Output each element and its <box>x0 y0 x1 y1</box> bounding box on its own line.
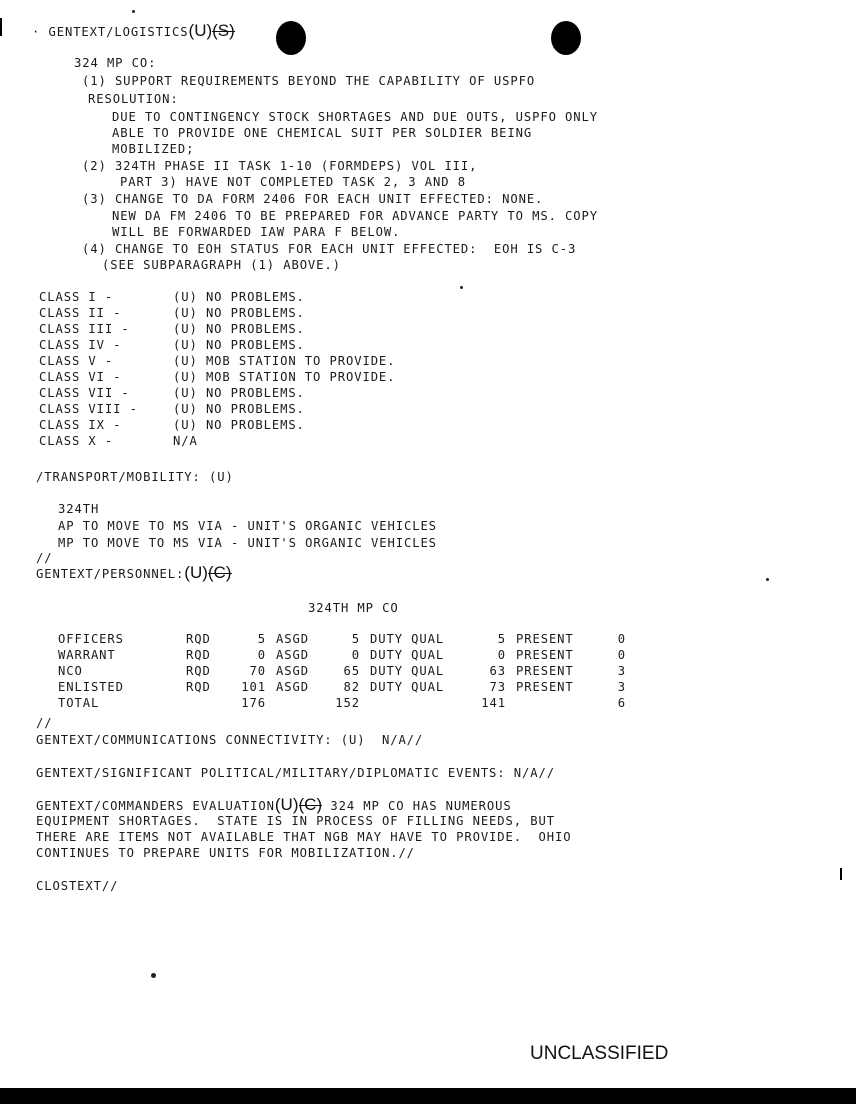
personnel-table <box>58 631 626 711</box>
political-events-line: GENTEXT/SIGNIFICANT POLITICAL/MILITARY/DIPLOMATIC EVENTS: N/A// <box>36 766 555 780</box>
da-form-change-line: NEW DA FM 2406 TO BE PREPARED FOR ADVANCE PARTY TO MS. COPY <box>112 209 599 223</box>
classification-footer: UNCLASSIFIED <box>530 1043 669 1064</box>
unit-heading: 324 MP CO: <box>74 56 157 70</box>
transport-line: MP TO MOVE TO MS VIA - UNIT'S ORGANIC VEHICLES <box>58 536 437 550</box>
scan-edge-mark <box>840 868 842 880</box>
bottom-scan-bar <box>0 1088 856 1104</box>
handwritten-classification: (U) <box>274 795 299 814</box>
punch-hole <box>276 21 306 55</box>
class-row: CLASS IX - (U) NO PROBLEMS. <box>39 418 305 432</box>
phase-task-line: (2) 324TH PHASE II TASK 1-10 (FORMDEPS) VOL III, <box>82 159 478 173</box>
table-row: ENLISTED RQD 101 ASGD 82 DUTY QUAL 73 PRESENT 3 <box>58 680 626 694</box>
phase-task-line: PART 3) HAVE NOT COMPLETED TASK 2, 3 AND 8 <box>120 175 466 189</box>
struck-classification: (C) <box>298 795 323 814</box>
scan-edge-mark <box>0 18 2 36</box>
document-header: · GENTEXT/LOGISTICS(U)(S) <box>32 21 235 40</box>
transport-heading: /TRANSPORT/MOBILITY: (U) <box>36 470 234 484</box>
eoh-status-line: (SEE SUBPARAGRAPH (1) ABOVE.) <box>102 258 341 272</box>
personnel-heading: GENTEXT/PERSONNEL:(U)(C) <box>36 563 232 582</box>
scan-speck <box>766 578 769 581</box>
scan-speck <box>460 286 463 289</box>
handwritten-classification: (U) <box>184 563 208 582</box>
class-row: CLASS VII - (U) NO PROBLEMS. <box>39 386 305 400</box>
class-row: CLASS VI - (U) MOB STATION TO PROVIDE. <box>39 370 396 384</box>
table-total-row: TOTAL 176 152 141 6 <box>58 696 626 710</box>
scan-speck <box>132 10 135 13</box>
class-row: CLASS VIII - (U) NO PROBLEMS. <box>39 402 305 416</box>
table-row: NCO RQD 70 ASGD 65 DUTY QUAL 63 PRESENT 3 <box>58 664 626 678</box>
class-row: CLASS IV - (U) NO PROBLEMS. <box>39 338 305 352</box>
evaluation-text: CONTINUES TO PREPARE UNITS FOR MOBILIZATION.// <box>36 846 415 860</box>
table-row: OFFICERS RQD 5 ASGD 5 DUTY QUAL 5 PRESENT 0 <box>58 632 626 646</box>
resolution-text: MOBILIZED; <box>112 142 195 156</box>
support-requirements-line: (1) SUPPORT REQUIREMENTS BEYOND THE CAPABILITY OF USPFO <box>82 74 536 88</box>
communications-line: GENTEXT/COMMUNICATIONS CONNECTIVITY: (U) N/A// <box>36 733 424 747</box>
da-form-change-line: (3) CHANGE TO DA FORM 2406 FOR EACH UNIT EFFECTED: NONE. <box>82 192 544 206</box>
evaluation-text: THERE ARE ITEMS NOT AVAILABLE THAT NGB MAY HAVE TO PROVIDE. OHIO <box>36 830 572 844</box>
struck-classification: (C) <box>207 563 232 582</box>
table-row: WARRANT RQD 0 ASGD 0 DUTY QUAL 0 PRESENT 0 <box>58 648 626 662</box>
header-title: GENTEXT/LOGISTICS <box>48 25 189 39</box>
punch-hole <box>551 21 581 55</box>
evaluation-heading: GENTEXT/COMMANDERS EVALUATION(U)(C) 324 MP CO HAS NUMEROUS <box>36 795 512 814</box>
eoh-status-line: (4) CHANGE TO EOH STATUS FOR EACH UNIT EFFECTED: EOH IS C-3 <box>82 242 577 256</box>
class-row: CLASS V - (U) MOB STATION TO PROVIDE. <box>39 354 396 368</box>
section-end: // <box>36 551 53 565</box>
class-row: CLASS X - N/A <box>39 434 198 448</box>
resolution-text: ABLE TO PROVIDE ONE CHEMICAL SUIT PER SOLDIER BEING <box>112 126 533 140</box>
resolution-label: RESOLUTION: <box>88 92 179 106</box>
resolution-text: DUE TO CONTINGENCY STOCK SHORTAGES AND DUE OUTS, USPFO ONLY <box>112 110 599 124</box>
closing-text: CLOSTEXT// <box>36 879 119 893</box>
transport-unit: 324TH <box>58 502 100 516</box>
class-row: CLASS III - (U) NO PROBLEMS. <box>39 322 305 336</box>
section-end: // <box>36 716 53 730</box>
class-row: CLASS II - (U) NO PROBLEMS. <box>39 306 305 320</box>
struck-classification: (S) <box>212 21 235 40</box>
transport-line: AP TO MOVE TO MS VIA - UNIT'S ORGANIC VEHICLES <box>58 519 437 533</box>
evaluation-text: EQUIPMENT SHORTAGES. STATE IS IN PROCESS OF FILLING NEEDS, BUT <box>36 814 555 828</box>
scan-speck <box>151 973 156 978</box>
da-form-change-line: WILL BE FORWARDED IAW PARA F BELOW. <box>112 225 401 239</box>
handwritten-classification: (U) <box>188 21 213 40</box>
personnel-unit-title: 324TH MP CO <box>308 601 399 615</box>
class-row: CLASS I - (U) NO PROBLEMS. <box>39 290 305 304</box>
